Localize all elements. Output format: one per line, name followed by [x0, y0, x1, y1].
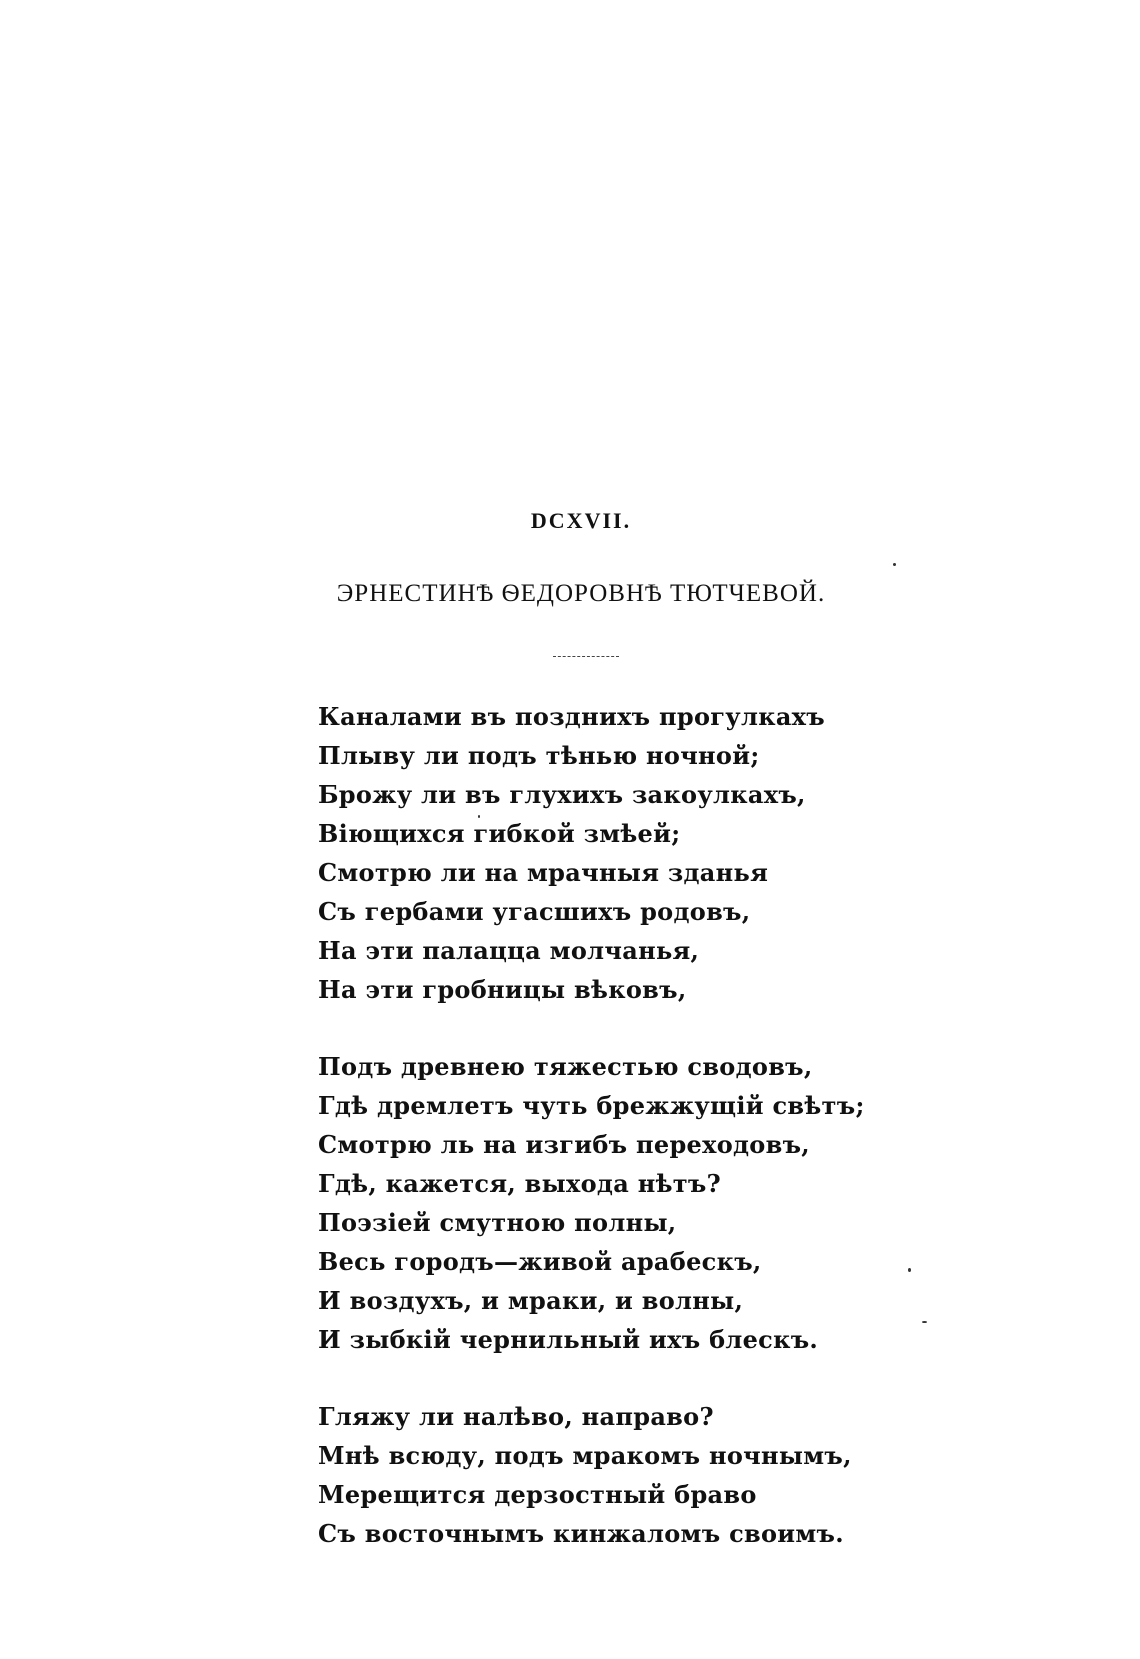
stanza	[318, 1047, 865, 1359]
poem-line: И зыбкій чернильный ихъ блескъ.	[318, 1325, 819, 1354]
print-speck	[908, 1268, 911, 1272]
poem-number: DCXVII.	[530, 508, 632, 533]
poem-line: Гдѣ, кажется, выхода нѣтъ?	[318, 1169, 722, 1198]
poem-line: Подъ древнею тяжестью сводовъ,	[318, 1052, 813, 1081]
poem-line: Поэзіей смутною полны,	[318, 1208, 677, 1237]
poem-body	[318, 697, 865, 1591]
poem-line: Съ гербами угасшихъ родовъ,	[318, 897, 751, 926]
poem-line: Смотрю ль на изгибъ переходовъ,	[318, 1130, 810, 1159]
ornamental-rule	[553, 656, 619, 657]
poem-line: На эти гробницы вѣковъ,	[318, 975, 687, 1004]
poem-line: Мерещится дерзостный браво	[318, 1480, 757, 1509]
poem-line: И воздухъ, и мраки, и волны,	[318, 1286, 744, 1315]
stanza	[318, 1397, 865, 1553]
stanza	[318, 697, 865, 1009]
poem-line: Гляжу ли налѣво, направо?	[318, 1402, 714, 1431]
poem-line: Весь городъ—живой арабескъ,	[318, 1247, 762, 1276]
print-speck	[478, 815, 480, 818]
poem-line: Мнѣ всюду, подъ мракомъ ночнымъ,	[318, 1441, 852, 1470]
poem-line: Віющихся гибкой змѣей;	[318, 819, 681, 848]
print-speck	[922, 1321, 927, 1323]
print-speck	[893, 563, 896, 566]
poem-line: На эти палацца молчанья,	[318, 936, 700, 965]
poem-line: Плыву ли подъ тѣнью ночной;	[318, 741, 760, 770]
poem-dedication: ЭРНЕСТИНѢ ѲЕДОРОВНѢ ТЮТЧЕВОЙ.	[336, 580, 826, 607]
poem-line: Брожу ли въ глухихъ закоулкахъ,	[318, 780, 806, 809]
poem-line: Каналами въ позднихъ прогулкахъ	[318, 702, 825, 731]
poem-line: Съ восточнымъ кинжаломъ своимъ.	[318, 1519, 844, 1548]
poem-line: Гдѣ дремлетъ чуть брежжущій свѣтъ;	[318, 1091, 865, 1120]
poem-line: Смотрю ли на мрачныя зданья	[318, 858, 769, 887]
